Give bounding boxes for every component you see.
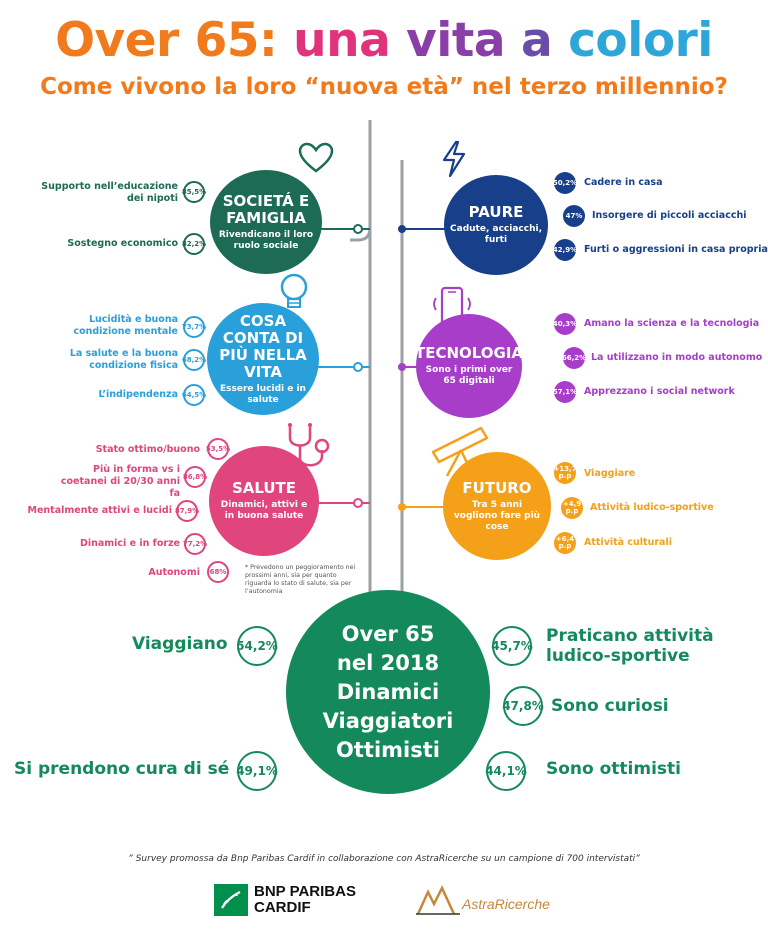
paure-item-label: Insorgere di piccoli acciacchi	[592, 210, 747, 221]
center-right-label: Sono curiosi	[551, 696, 669, 716]
center-left-value: 49,1%	[237, 751, 277, 791]
societa-circle	[210, 170, 322, 274]
salute-item-value: 53,5%	[207, 438, 229, 460]
salute-item-label: Dinamici e in forze	[79, 538, 180, 549]
paure-item-value: 47%	[563, 205, 585, 227]
center-circle	[286, 590, 490, 794]
cosa-conta-item-label: Lucidità e buona condizione mentale	[73, 314, 178, 337]
tecnologia-item-value: 40,3%	[554, 313, 576, 335]
salute-note: * Prevedono un peggioramento nei prossimi anni, sia per quanto riguarda lo stato di salute, sia per l’autonomia	[245, 564, 356, 595]
salute-item-value: 77,2%	[184, 533, 206, 555]
cosa-conta-item-value: 68,2%	[183, 349, 205, 371]
tecnologia-item-value: 66,2%	[563, 347, 585, 369]
cosa-conta-circle	[207, 303, 319, 415]
page-subtitle: Come vivono la loro “nuova età” nel terzo millennio?	[40, 74, 728, 100]
footer-note: ” Survey promossa da Bnp Paribas Cardif in collaborazione con AstraRicerche su un campione di 700 intervistati”	[128, 854, 640, 864]
cosa-conta-subtitle: Essere lucidi e in salute	[220, 383, 306, 405]
tecnologia-circle	[416, 314, 522, 418]
tecnologia-subtitle: Sono i primi over 65 digitali	[425, 365, 513, 386]
futuro-circle	[443, 452, 551, 560]
salute-item-label: Stato ottimo/buono	[95, 444, 200, 455]
futuro-item-value: +4,9 p.p	[561, 497, 583, 519]
title-part: vita	[406, 13, 521, 68]
center-line: Ottimisti	[336, 737, 440, 762]
tecnologia-title: TECNOLOGIA	[414, 344, 524, 362]
paure-title: PAURE	[468, 203, 524, 221]
tecnologia-item-label: La utilizzano in modo autonomo	[591, 352, 763, 363]
cosa-conta-item-value: 64,5%	[183, 384, 205, 406]
center-right-value: 47,8%	[503, 686, 543, 726]
salute-item-value: 86,8%	[184, 466, 206, 488]
paure-item-label: Cadere in casa	[584, 177, 663, 188]
cosa-conta-item-label: L’indipendenza	[98, 389, 178, 400]
center-right-value: 45,7%	[492, 626, 532, 666]
bnp-brand	[254, 884, 356, 916]
paure-item-label: Furti o aggressioni in casa propria	[584, 244, 768, 255]
center-right-label: Praticano attività ludico-sportive	[546, 626, 714, 666]
center-line: nel 2018	[336, 650, 440, 675]
paure-item-value: 42,9%	[554, 239, 576, 261]
futuro-item-label: Attività ludico-sportive	[590, 502, 714, 513]
paure-item-value: 50,2%	[554, 172, 576, 194]
astra-logo-icon	[414, 882, 462, 918]
salute-subtitle: Dinamici, attivi e in buona salute	[220, 500, 308, 521]
cosa-conta-item-value: 73,7%	[183, 316, 205, 338]
center-line: Dinamici	[336, 679, 440, 704]
title-part: a	[520, 13, 569, 68]
center-right-value: 44,1%	[486, 751, 526, 791]
center-line: Over 65	[341, 621, 435, 646]
tecnologia-item-value: 57,1%	[554, 381, 576, 403]
societa-item-value: 85,5%	[183, 181, 205, 203]
paure-circle	[444, 175, 548, 275]
futuro-subtitle: Tra 5 anni vogliono fare più cose	[453, 499, 541, 532]
title-part: Over 65:	[55, 13, 294, 68]
salute-item-value: 87,9%	[176, 500, 198, 522]
bnp-logo-icon	[214, 884, 248, 916]
paure-subtitle: Cadute, acciacchi, furti	[450, 224, 542, 245]
salute-item-value: 68%	[207, 561, 229, 583]
societa-item-label: Supporto nell’educazione dei nipoti	[41, 181, 178, 204]
center-left-label: Viaggiano	[132, 634, 228, 654]
bnp-line1: BNP PARIBAS	[254, 883, 356, 900]
title-part: una	[293, 13, 407, 68]
societa-title: SOCIETÁ E FAMIGLIA	[222, 191, 310, 227]
bnp-line2: CARDIF	[254, 899, 311, 916]
salute-circle	[209, 446, 319, 556]
title-part: colori	[568, 13, 713, 68]
center-left-value: 54,2%	[237, 626, 277, 666]
cosa-conta-title: COSA CONTA DI PIÙ NELLA VITA	[219, 311, 307, 381]
tecnologia-item-label: Amano la scienza e la tecnologia	[584, 318, 760, 329]
futuro-item-label: Viaggiare	[584, 468, 636, 479]
futuro-title: FUTURO	[462, 478, 532, 497]
societa-subtitle: Rivendicano il loro ruolo sociale	[218, 229, 314, 251]
salute-title: SALUTE	[231, 479, 297, 497]
cosa-conta-item-label: La salute e la buona condizione fisica	[69, 348, 178, 371]
futuro-item-label: Attività culturali	[584, 537, 672, 548]
societa-item-value: 82,2%	[183, 233, 205, 255]
heart-icon	[298, 142, 334, 174]
futuro-item-value: +6,4 p.p	[554, 532, 576, 554]
futuro-item-value: +13,7 p.p	[554, 462, 576, 484]
tecnologia-item-label: Apprezzano i social network	[584, 386, 735, 397]
lightning-icon	[440, 140, 468, 178]
salute-item-label: Autonomi	[148, 567, 200, 578]
center-left-label: Si prendono cura di sé	[14, 759, 230, 779]
astra-brand: AstraRicerche	[462, 896, 550, 912]
center-right-label: Sono ottimisti	[546, 759, 681, 779]
center-line: Viaggiatori	[322, 708, 454, 733]
salute-item-label: Mentalmente attivi e lucidi	[27, 505, 172, 516]
salute-item-label: Più in forma vs i coetanei di 20/30 anni fa	[60, 464, 180, 499]
societa-item-label: Sostegno economico	[67, 238, 178, 249]
